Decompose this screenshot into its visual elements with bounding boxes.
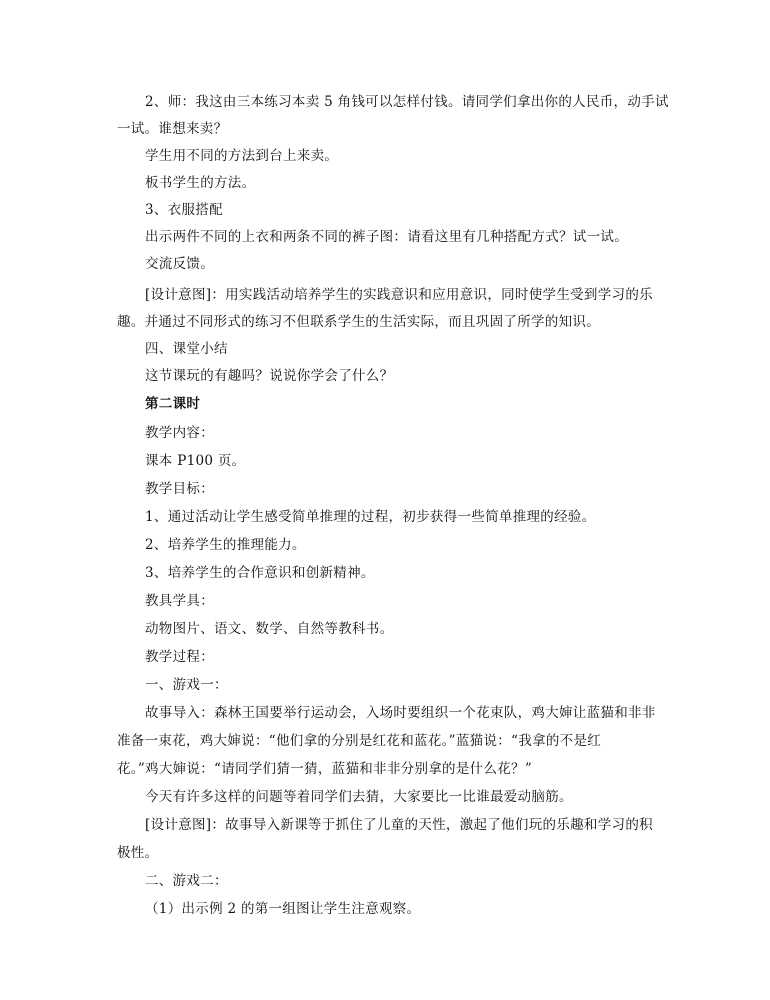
text-line: 这节课玩的有趣吗？说说你学会了什么？ <box>145 368 394 384</box>
text-line: 教学内容： <box>145 425 214 441</box>
text-line: 动物图片、语文、数学、自然等教科书。 <box>145 621 394 637</box>
text-line: 趣。并通过不同形式的练习不但联系学生的生活实际，而且巩固了所学的知识。 <box>117 314 600 330</box>
text-line: 课本 P100 页。 <box>145 453 246 469</box>
text-line: 板书学生的方法。 <box>145 175 256 191</box>
text-line: （1）出示例 2 的第一组图让学生注意观察。 <box>145 901 421 917</box>
text-line: 今天有许多这样的问题等着同学们去猜，大家要比一比谁最爱动脑筋。 <box>145 789 573 805</box>
section-heading: 二、游戏二： <box>145 873 228 889</box>
text-line: 3、培养学生的合作意识和创新精神。 <box>145 565 375 581</box>
text-line: 准备一束花，鸡大婶说：“他们拿的分别是红花和蓝花。”蓝猫说：“我拿的不是红 <box>117 733 602 749</box>
text-line: 教学目标： <box>145 481 214 497</box>
section-heading: 四、课堂小结 <box>145 341 228 357</box>
text-line: [设计意图]：故事导入新课等于抓住了儿童的天性，激起了他们玩的乐趣和学习的积 <box>145 817 653 833</box>
text-line: 教具学具： <box>145 593 214 609</box>
text-line: 2、师：我这由三本练习本卖 5 角钱可以怎样付钱。请同学们拿出你的人民币，动手试 <box>145 94 669 110</box>
section-heading: 3、衣服搭配 <box>145 202 223 218</box>
text-line: 花。”鸡大婶说：“请同学们猜一猜，蓝猫和非非分别拿的是什么花？” <box>117 761 533 777</box>
text-line: 极性。 <box>117 845 159 861</box>
text-line: [设计意图]：用实践活动培养学生的实践意识和应用意识，同时使学生受到学习的乐 <box>145 287 653 303</box>
lesson-heading: 第二课时 <box>145 396 201 412</box>
text-line: 一试。谁想来卖？ <box>117 121 228 137</box>
text-line: 出示两件不同的上衣和两条不同的裤子图：请看这里有几种搭配方式？试一试。 <box>145 229 628 245</box>
text-line: 2、培养学生的推理能力。 <box>145 537 306 553</box>
text-line: 1、通过活动让学生感受简单推理的过程，初步获得一些简单推理的经验。 <box>145 509 596 525</box>
text-line: 交流反馈。 <box>145 256 214 272</box>
text-line: 学生用不同的方法到台上来卖。 <box>145 148 339 164</box>
text-line: 教学过程： <box>145 649 214 665</box>
section-heading: 一、游戏一： <box>145 677 228 693</box>
text-line: 故事导入：森林王国要举行运动会，入场时要组织一个花束队，鸡大婶让蓝猫和非非 <box>145 705 656 721</box>
